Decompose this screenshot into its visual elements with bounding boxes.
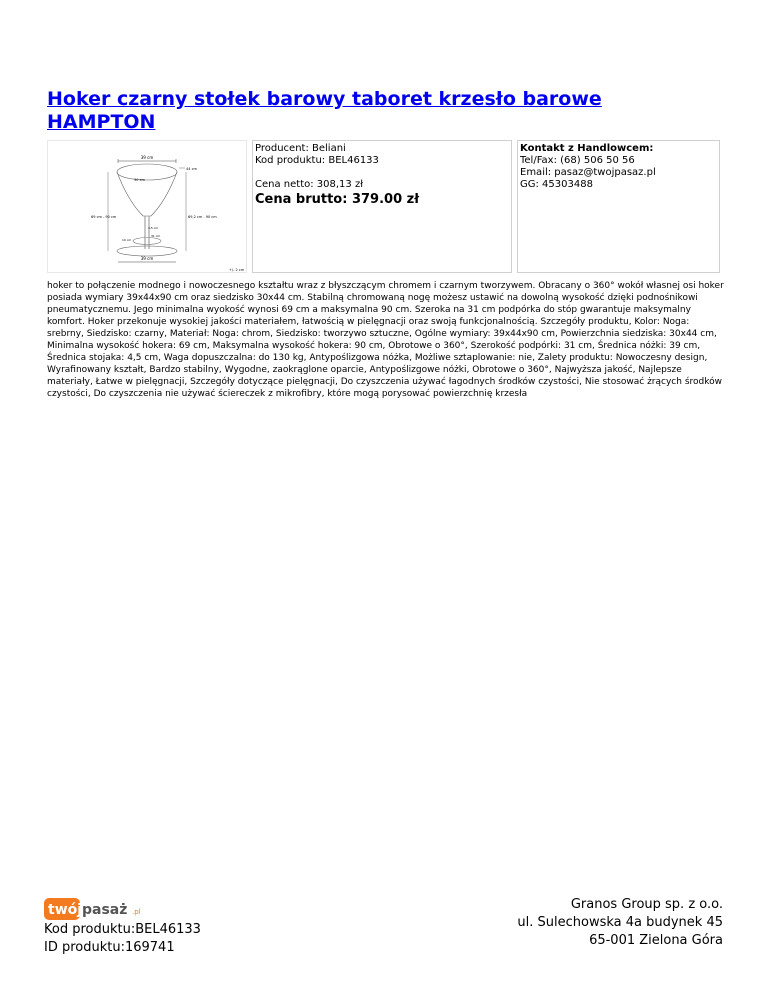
- footer-product-id: ID produktu:169741: [44, 940, 175, 955]
- footrest-ring: [133, 238, 161, 245]
- product-code-text: Kod produktu: BEL46133: [255, 155, 379, 166]
- footer-product-code: Kod produktu:BEL46133: [44, 922, 201, 937]
- footer-company-address: [517, 896, 723, 950]
- seat-top-outline: [117, 164, 177, 180]
- product-description: hoker to połączenie modnego i nowoczesnego kształtu wraz z błyszczącym chromem i czarnym tworzywem. Obracany o 360° wokół własnej osi hoker posiada wymiary 39x44x90 cm oraz siedzisko 30x44 cm. Stabilną chromowaną nogę możesz ustawić na dowolną wysokość dzięki podnośnikowi pneumatycznemu. Jego minimalna wyokość wynosi 69 cm a maksymalna 90 cm. Szeroka na 31 cm podpórka do stóp gwarantuje maksymalny komfort. Hoker przekonuje wysokiej jakości materiałem, łatwością w pielęgnacji oraz swoją funkcjonalnością. Szczegóły produktu, Kolor: Noga: srebrny, Siedzisko: czarny, Materiał: Noga: chrom, Siedzisko: tworzywo sztuczne, Ogólne wymiary: 39x44x90 cm, Powierzchnia siedziska: 30x44 cm, Minimalna wysokość hokera: 69 cm, Maksymalna wysokość hokera: 90 cm, Obrotowe o 360°, Szerokość podpórki: 31 cm, Średnica nóżki: 39 cm, Średnica stojaka: 4,5 cm, Waga dopuszczalna: do 130 kg, Antypoślizgowa nóżka, Możliwe sztaplowanie: nie, Zalety produktu: Nowoczesny design, Wyrafinowany kształt, Bardzo stabilny, Wygodne, zaokrąglone oparcie, Antypoślizgowe nóżki, Obrotowe o 360°, Najwyższa jakość, Najlepsze materiały, Łatwe w pielęgnacji, Szczegóły dotyczące pielęgnacji, Do czyszczenia używać łagodnych środków czystości, Nie stosować żrących środków czystości, Do czyszczenia nie używać ściereczek z mikrofibry, które mogą porysować powierzchnię krzesła: [47, 281, 724, 399]
- logo-text-pl: .pl: [132, 908, 141, 916]
- dim-footrest: 31 cm: [151, 234, 161, 238]
- gross-price-text: Cena brutto: 379.00 zł: [255, 192, 420, 207]
- product-info-panel: [252, 140, 512, 273]
- contact-heading: Kontakt z Handlowcem:: [520, 143, 654, 154]
- dim-base: 39 cm: [140, 256, 154, 261]
- logo-text-pasaz: pasaż: [82, 902, 128, 918]
- contact-email: Email: pasaz@twojpasaz.pl: [520, 167, 656, 178]
- footer-product-ids: [44, 921, 201, 957]
- dim-height-right: 69,2 cm - 90 cm: [188, 215, 217, 219]
- producer-text: Producent: Beliani: [255, 143, 346, 154]
- dim-height-left: 69 cm - 90 cm: [91, 215, 117, 219]
- footer-street: ul. Sulechowska 4a budynek 45: [517, 915, 723, 930]
- dim-base-small: 10 cm: [122, 238, 132, 242]
- dim-stand: 4,5 cm: [148, 226, 159, 230]
- product-image: [47, 140, 247, 273]
- contact-phone: Tel/Fax: (68) 506 50 56: [520, 155, 635, 166]
- contact-panel: [517, 140, 720, 273]
- product-title-link[interactable]: Hoker czarny stołek barowy taboret krzesło barowe HAMPTON: [47, 88, 602, 133]
- footer-company-name: Granos Group sp. z o.o.: [570, 897, 723, 912]
- contact-gg: GG: 45303488: [520, 179, 593, 190]
- net-price-text: Cena netto: 308,13 zł: [255, 179, 364, 190]
- twojpasaz-logo: [44, 897, 154, 923]
- stool-dimension-drawing: [48, 141, 247, 273]
- logo-text-twoj: twój: [48, 902, 83, 918]
- dim-seat-width: 44 cm: [186, 167, 197, 171]
- dim-unit-note: +/- 2 cm: [229, 268, 245, 272]
- dim-top-width: 39 cm: [140, 155, 154, 160]
- dim-seat-depth: 30 cm: [134, 178, 145, 182]
- base-outline: [117, 246, 177, 256]
- seat-body-outline: [117, 172, 177, 216]
- footer-city: 65-001 Zielona Góra: [589, 933, 723, 948]
